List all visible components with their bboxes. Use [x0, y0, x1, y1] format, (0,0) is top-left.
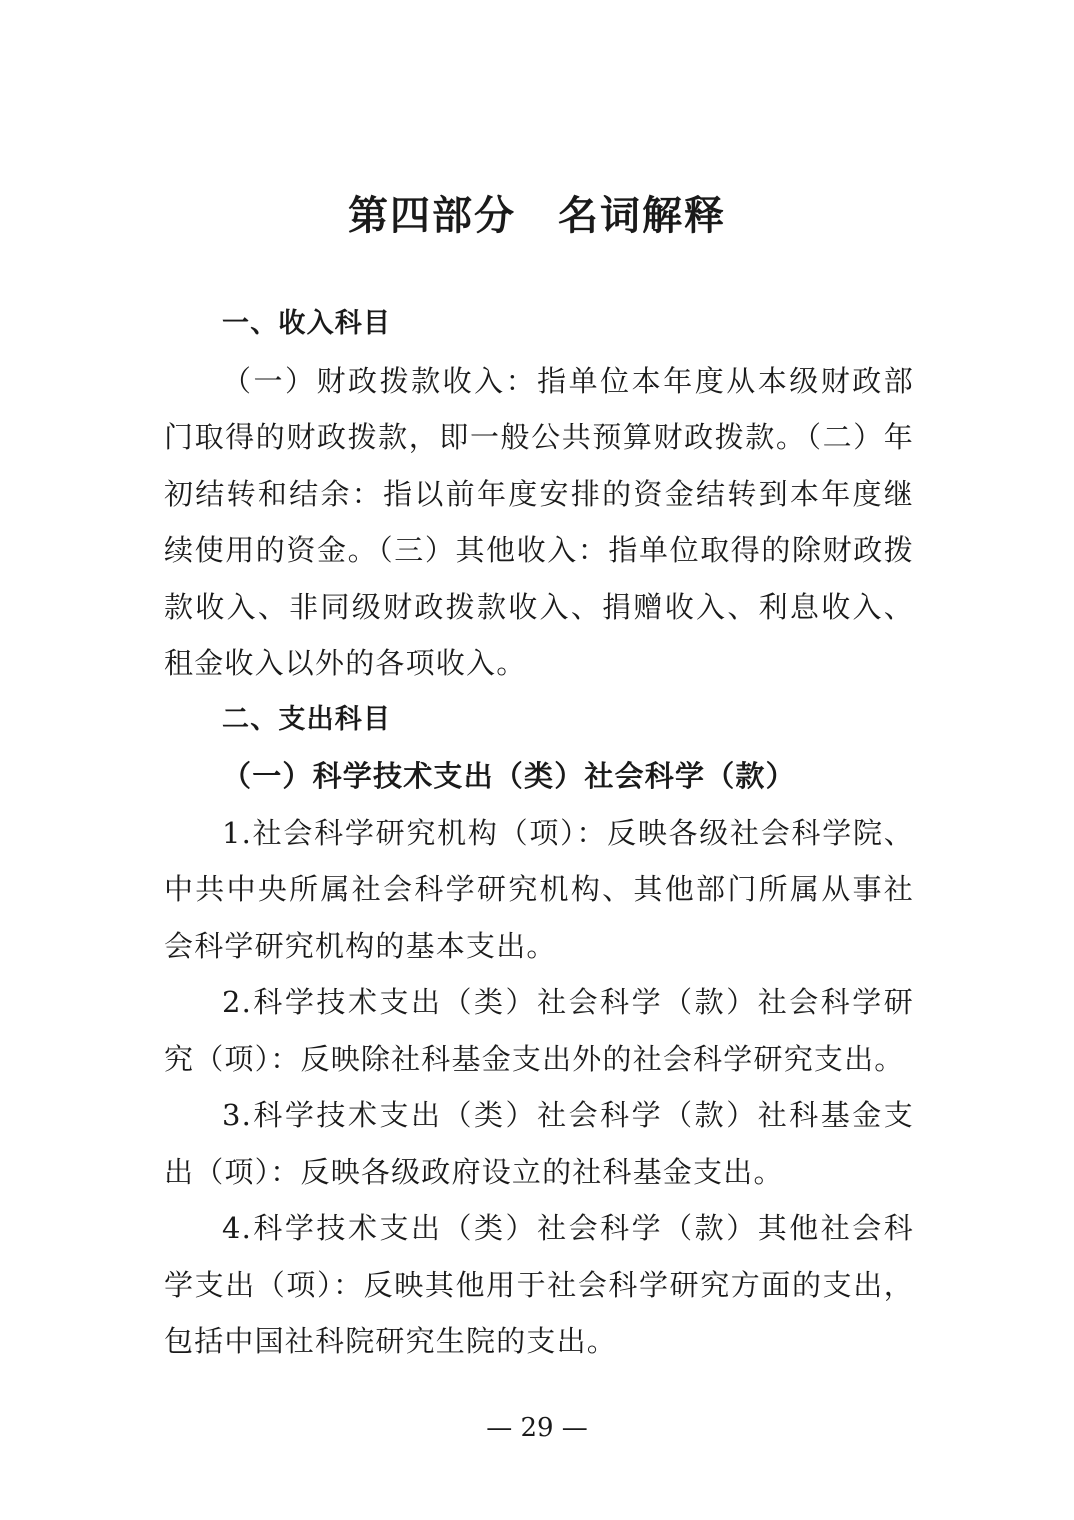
expense-item-3: 3.科学技术支出（类）社会科学（款）社科基金支出（项）：反映各级政府设立的社科基金支出。: [164, 1098, 914, 1189]
page-number: — 29 —: [486, 1413, 588, 1443]
page-title: 第四部分 名词解释: [348, 192, 726, 239]
document-body: [164, 296, 914, 1370]
expense-item-4: 4.科学技术支出（类）社会科学（款）其他社会科学支出（项）：反映其他用于社会科学研究方面的支出，包括中国社科院研究生院的支出。: [164, 1211, 914, 1358]
expense-item-1: 1.社会科学研究机构（项）：反映各级社会科学院、中共中央所属社会科学研究机构、其他部门所属从事社会科学研究机构的基本支出。: [164, 815, 914, 963]
expense-heading: 二、支出科目: [222, 703, 392, 735]
income-paragraph: （一）财政拨款收入：指单位本年度从本级财政部门取得的财政拨款，即一般公共预算财政拨款。（二）年初结转和结余：指以前年度安排的资金结转到本年度继续使用的资金。（三）其他收入：指单位取得的除财政拨款收入、非同级财政拨款收入、捐赠收入、利息收入、租金收入以外的各项收入。: [164, 363, 914, 680]
income-heading: 一、收入科目: [222, 308, 392, 339]
expense-subheading: （一）科学技术支出（类）社会科学（款）: [222, 759, 796, 793]
expense-item-2: 2.科学技术支出（类）社会科学（款）社会科学研究（项）：反映除社科基金支出外的社会科学研究支出。: [164, 985, 914, 1076]
